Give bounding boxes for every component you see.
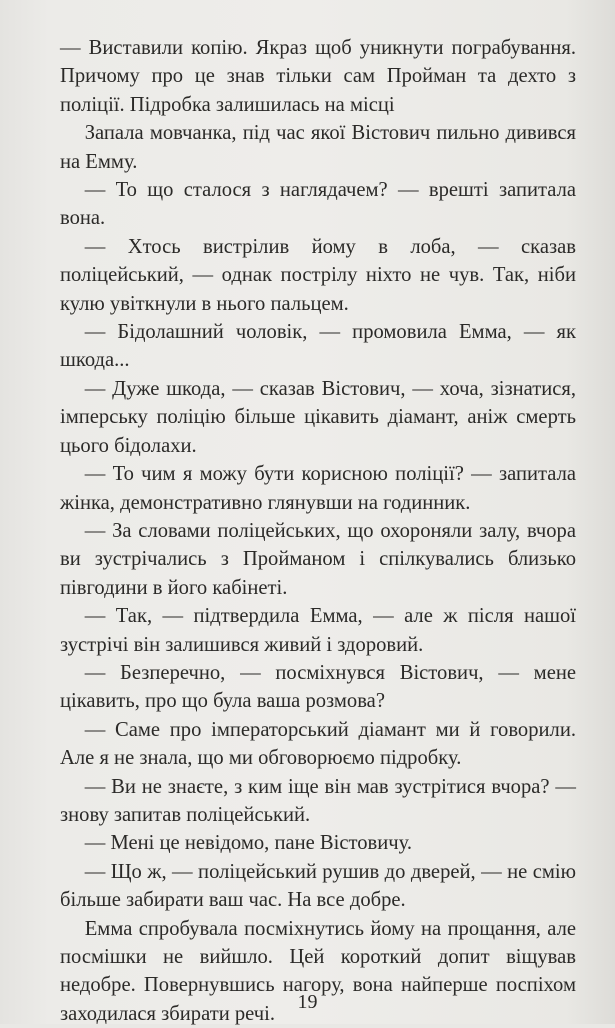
paragraph-15: Емма спробувала посміхнутись йому на прощання, але посмішки не вийшло. Цей короткий допит віщував недобре. Повернувшись нагору, вона найперше поспіхом заходилася збирати речі.: [60, 917, 576, 1025]
paragraph-13: — Мені це невідомо, пане Вістовичу.: [84, 832, 413, 855]
paragraph-2: Запала мовчанка, під час якої Вістович пильно дивився на Емму.: [60, 122, 576, 173]
paragraph-6: — Дуже шкода, — сказав Вістович, — хоча, зізнатися, імперську поліцію більше цікавить діамант, аніж смерть цього бідолахи.: [60, 377, 576, 457]
page-number: 19: [297, 991, 318, 1013]
paragraph-1: — Виставили копію. Якраз щоб уникнути пограбування. Причому про це знав тільки сам Пройман та дехто з поліції. Підробка залишилась на місці: [60, 37, 576, 116]
paragraph-7: — То чим я можу бути корисною поліції? — запитала жінка, демонстративно глянувши на годинник.: [60, 463, 576, 514]
paragraph-10: — Безперечно, — посміхнувся Вістович, — мене цікавить, про що була ваша розмова?: [60, 661, 576, 713]
paragraph-12: — Ви не знаєте, з ким іще він мав зустрітися вчора? — знову запитав поліцейський.: [60, 775, 576, 826]
paragraph-9: — Так, — підтвердила Емма, — але ж після нашої зустрічі він залишився живий і здоровий.: [60, 605, 576, 656]
paragraph-4: — Хтось вистрілив йому в лоба, — сказав поліцейський, — однак пострілу ніхто не чув. Так, ніби кулю увіткнули в нього пальцем.: [60, 235, 576, 315]
page-text: [60, 34, 576, 1028]
paragraph-14: — Що ж, — поліцейський рушив до дверей, — не смію більше забирати ваш час. На все добре.: [60, 860, 576, 912]
paragraph-3: — То що сталося з наглядачем? — врешті запитала вона.: [60, 179, 576, 230]
paragraph-5: — Бідолашний чоловік, — промовила Емма, — як шкода...: [60, 321, 576, 372]
paragraph-11: — Саме про імператорський діамант ми й говорили. Але я не знала, що ми обговорюємо підробку.: [60, 718, 576, 770]
paragraph-8: — За словами поліцейських, що охороняли залу, вчора ви зустрічались з Пройманом і спілкувались близько півгодини в його кабінеті.: [60, 519, 576, 599]
